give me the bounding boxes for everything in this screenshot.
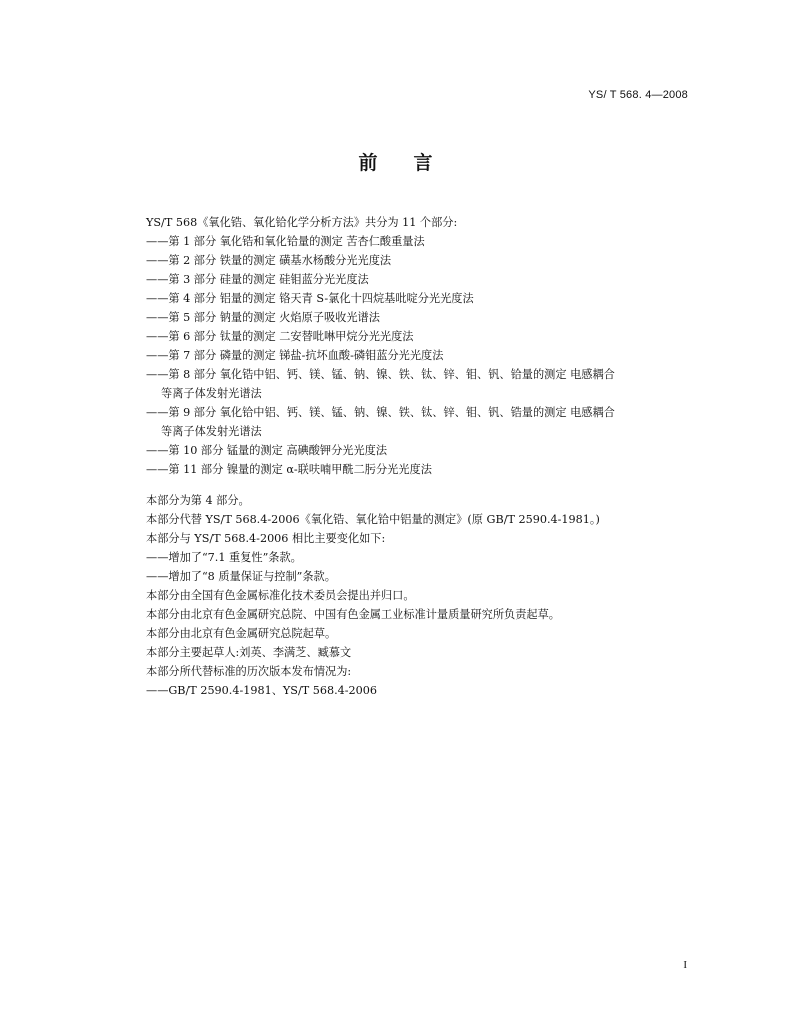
parts-list	[146, 213, 706, 479]
body-line: 本部分由全国有色金属标准化技术委员会提出并归口。	[146, 589, 415, 602]
foreword-body	[146, 491, 706, 700]
part-item: ——第 7 部分 磷量的测定 锑盐-抗坏血酸-磷钼蓝分光光度法	[146, 349, 444, 362]
part-item: ——第 8 部分 氧化锆中铝、钙、镁、锰、钠、镍、铁、钛、锌、钼、钒、铪量的测定 电感耦合	[146, 368, 615, 381]
part-item: ——第 9 部分 氧化铪中铝、钙、镁、锰、钠、镍、铁、钛、锌、钼、钒、锆量的测定 电感耦合	[146, 406, 615, 419]
part-item: ——第 2 部分 铁量的测定 磺基水杨酸分光光度法	[146, 254, 392, 267]
parts-intro-line: YS/T 568《氧化锆、氧化铪化学分析方法》共分为 11 个部分:	[146, 216, 458, 229]
part-item: ——第 10 部分 锰量的测定 高碘酸钾分光光度法	[146, 444, 388, 457]
part-item: ——第 4 部分 铝量的测定 铬天青 S-氯化十四烷基吡啶分光光度法	[146, 292, 474, 305]
body-line: 本部分为第 4 部分。	[146, 494, 250, 507]
part-item: ——第 11 部分 镍量的测定 α-联呋喃甲酰二肟分光光度法	[146, 463, 432, 476]
body-line: ——GB/T 2590.4-1981、YS/T 568.4-2006	[146, 684, 378, 697]
part-item: ——第 1 部分 氧化锆和氧化铪量的测定 苦杏仁酸重量法	[146, 235, 425, 248]
body-line: 本部分由北京有色金属研究总院、中国有色金属工业标准计量质量研究所负责起草。	[146, 608, 560, 621]
body-line: 本部分所代替标准的历次版本发布情况为:	[146, 665, 352, 678]
part-item: ——第 6 部分 钛量的测定 二安替吡啉甲烷分光光度法	[146, 330, 414, 343]
page-title: 前言	[358, 152, 469, 174]
part-item: ——第 5 部分 钠量的测定 火焰原子吸收光谱法	[146, 311, 380, 324]
body-line: ——增加了“7.1 重复性”条款。	[146, 551, 302, 564]
standard-code: YS/ T 568. 4—2008	[588, 89, 688, 101]
body-line: 本部分主要起草人:刘英、李满芝、臧慕文	[146, 646, 352, 659]
page-number: I	[683, 959, 687, 971]
part-item-continuation: 等离子体发射光谱法	[161, 425, 262, 438]
body-line: 本部分由北京有色金属研究总院起草。	[146, 627, 337, 640]
body-line: 本部分代替 YS/T 568.4-2006《氧化锆、氧化铪中铝量的测定》(原 GB/T 2590.4-1981。)	[146, 513, 600, 526]
part-item: ——第 3 部分 硅量的测定 硅钼蓝分光光度法	[146, 273, 369, 286]
body-line: ——增加了“8 质量保证与控制”条款。	[146, 570, 336, 583]
body-line: 本部分与 YS/T 568.4-2006 相比主要变化如下:	[146, 532, 386, 545]
part-item-continuation: 等离子体发射光谱法	[161, 387, 262, 400]
